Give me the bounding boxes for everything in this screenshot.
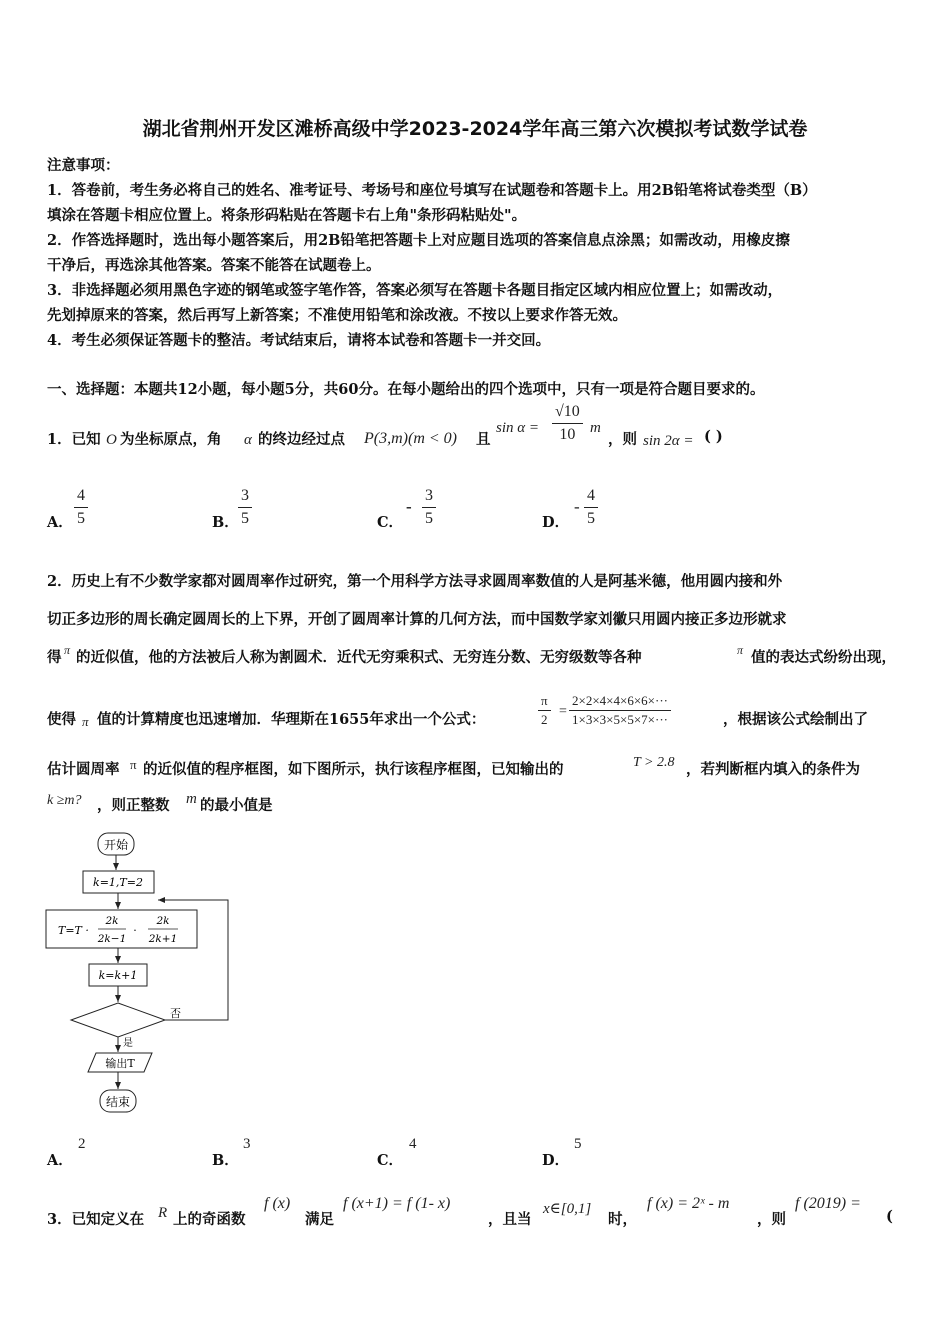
fraction-numerator: π: [538, 692, 551, 711]
fraction-numerator: 3: [238, 486, 252, 508]
q3-math-fx: f (x): [264, 1195, 291, 1212]
q3-text: 3．已知定义在: [47, 1211, 145, 1228]
q3-text: 时，: [608, 1211, 637, 1228]
q3-math-definition: f (x) = 2ˣ - m: [647, 1195, 730, 1212]
q2-math-pi: π: [64, 643, 71, 657]
notice-heading: 注意事项：: [47, 157, 120, 174]
q2-math-pi: π: [737, 643, 744, 657]
q1-option-a-fraction: [74, 486, 88, 530]
q2-line: 切正多边形的周长确定圆周长的上下界，开创了圆周率计算的几何方法，而中国数学家刘徽只用圆内接正多边形就求: [47, 611, 787, 628]
q3-math-domain: x∈[0,1]: [543, 1201, 592, 1217]
notice-line: 4．考生必须保证答题卡的整洁。考试结束后，请将本试卷和答题卡一并交回。: [47, 332, 551, 349]
flow-end-label: 结束: [105, 1095, 131, 1109]
q1-text: 为坐标原点，角: [120, 431, 222, 448]
q1-option-c: C．: [377, 514, 404, 531]
notice-line: 2．作答选择题时，选出每小题答案后，用2B铅笔把答题卡上对应题目选项的答案信息点涂黑；如需改动，用橡皮擦: [47, 232, 790, 249]
q1-option-c-fraction: [422, 486, 436, 530]
q2-text: 的近似值的程序框图，如下图所示，执行该程序框图，已知输出的: [143, 761, 564, 778]
flow-increment-label: k=k+1: [98, 969, 138, 982]
notice-line: 填涂在答题卡相应位置上。将条形码粘贴在答题卡右上角"条形码粘贴处"。: [47, 207, 527, 224]
q2-text: 使得: [47, 711, 76, 728]
q2-text: 值的计算精度也迅速增加．华理斯在1655年求出一个公式：: [97, 711, 486, 728]
q2-wallis-equals: =: [559, 704, 567, 719]
q1-sin-numerator: √10: [552, 402, 583, 424]
q1-option-b-fraction: [238, 486, 252, 530]
section-heading: 一、选择题：本题共12小题，每小题5分，共60分。在每小题给出的四个选项中，只有一项是符合题目要求的。: [47, 381, 765, 398]
flow-init-label: k=1,T=2: [93, 876, 143, 889]
q1-math-point: P(3,m)(m < 0): [364, 430, 457, 447]
q1-text: 且: [476, 431, 491, 448]
q1-math-alpha: α: [244, 432, 252, 448]
q2-text: ，根据该公式绘制出了: [723, 711, 868, 728]
flow-yes-label: 是: [123, 1038, 133, 1049]
q2-math-condition-k: k ≥m?: [47, 793, 82, 808]
q2-option-c-value: 4: [409, 1136, 417, 1152]
flow-no-label: 否: [170, 1007, 181, 1020]
fraction-denominator: 1×3×3×5×5×7×···: [572, 712, 668, 727]
q2-text: 值的表达式纷纷出现，: [751, 649, 896, 666]
flow-f1-num: 2k: [105, 915, 119, 927]
q1-math-sin: sin α =: [496, 420, 540, 436]
notice-line: 3．非选择题必须用黑色字迹的钢笔或签字笔作答，答案必须写在答题卡各题目指定区域内相应位置上；如需改动，: [47, 282, 783, 299]
q1-answer-paren: ( ): [704, 428, 723, 445]
q1-math-sin2: sin 2α =: [643, 433, 694, 449]
q2-text: 的最小值是: [200, 797, 273, 814]
q2-option-a: A．: [47, 1152, 73, 1169]
flow-decision-node: [71, 1003, 165, 1037]
q2-option-b: B．: [212, 1152, 239, 1169]
q1-option-c-sign: -: [406, 497, 412, 516]
q1-sin-denominator: 10: [559, 426, 576, 443]
fraction-denominator: 5: [425, 510, 433, 527]
notice-line: 干净后，再选涂其他答案。答案不能答在试题卷上。: [47, 257, 381, 274]
q2-option-b-value: 3: [243, 1136, 251, 1152]
q3-math-equation: f (x+1) = f (1- x): [343, 1195, 451, 1212]
fraction-numerator: 3: [422, 486, 436, 508]
q2-option-c: C．: [377, 1152, 404, 1169]
flow-dot: ·: [133, 924, 137, 937]
q2-math-pi: π: [130, 757, 137, 772]
notice-line: 1．答卷前，考生务必将自己的姓名、准考证号、考场号和座位号填写在试题卷和答题卡上。用2B铅笔将试卷类型（B）: [47, 182, 817, 199]
flow-f2-den: 2k+1: [148, 933, 178, 945]
q2-math-condition-t: T > 2.8: [633, 755, 675, 770]
fraction-denominator: 2: [541, 712, 548, 727]
q2-text: 的近似值，他的方法被后人称为割圆术．近代无穷乘积式、无穷连分数、无穷级数等各种: [76, 649, 642, 666]
q1-math-m: m: [590, 420, 601, 436]
q2-option-d-value: 5: [574, 1136, 582, 1152]
fraction-numerator: 4: [74, 486, 88, 508]
q3-text: ，则: [757, 1211, 786, 1228]
flow-output-label: 输出T: [105, 1057, 135, 1070]
q1-option-d: D．: [542, 514, 570, 531]
q2-text: 得: [47, 649, 62, 666]
fraction-numerator: 4: [584, 486, 598, 508]
q2-option-d: D．: [542, 1152, 570, 1169]
q3-math-f2019: f (2019) =: [795, 1195, 861, 1212]
q1-sin-fraction: [552, 402, 583, 446]
flow-update-lhs: T=T ·: [58, 924, 89, 937]
q2-math-pi: π: [82, 714, 89, 729]
q2-option-a-value: 2: [78, 1136, 86, 1152]
q3-text: 满足: [305, 1211, 334, 1228]
q1-option-d-fraction: [584, 486, 598, 530]
page-title: 湖北省荆州开发区滩桥高级中学2023-2024学年高三第六次模拟考试数学试卷: [142, 118, 808, 140]
q1-text: 1．已知: [47, 431, 101, 448]
fraction-denominator: 5: [241, 510, 249, 527]
q2-wallis-rhs: [569, 692, 671, 729]
flow-f1-den: 2k−1: [97, 933, 127, 945]
q3-text: ，且当: [488, 1211, 532, 1228]
notice-line: 先划掉原来的答案，然后再写上新答案；不准使用铅笔和涂改液。不按以上要求作答无效。: [47, 307, 627, 324]
q1-text: ，则: [608, 431, 637, 448]
flow-f2-num: 2k: [156, 915, 170, 927]
q2-text: 估计圆周率: [47, 761, 120, 778]
q1-math-o: O: [106, 432, 117, 448]
fraction-denominator: 5: [587, 510, 595, 527]
q3-text: 上的奇函数: [173, 1211, 246, 1228]
q2-wallis-lhs: [538, 692, 551, 729]
q1-text: 的终边经过点: [258, 431, 345, 448]
q3-math-r: R: [158, 1205, 168, 1221]
q2-line: 2．历史上有不少数学家都对圆周率作过研究，第一个用科学方法寻求圆周率数值的人是阿基米德，他用圆内接和外: [47, 573, 783, 590]
flowchart: [40, 828, 240, 1118]
q2-text: ，若判断框内填入的条件为: [686, 761, 860, 778]
q1-option-a: A．: [47, 514, 73, 531]
q1-option-b: B．: [212, 514, 239, 531]
flow-start-label: 开始: [103, 838, 129, 852]
q1-option-d-sign: -: [574, 497, 580, 516]
q2-math-m: m: [186, 791, 197, 807]
fraction-numerator: 2×2×4×4×6×6×···: [569, 692, 671, 711]
q2-text: ，则正整数: [97, 797, 170, 814]
q3-answer-paren: (: [886, 1208, 893, 1225]
fraction-denominator: 5: [77, 510, 85, 527]
